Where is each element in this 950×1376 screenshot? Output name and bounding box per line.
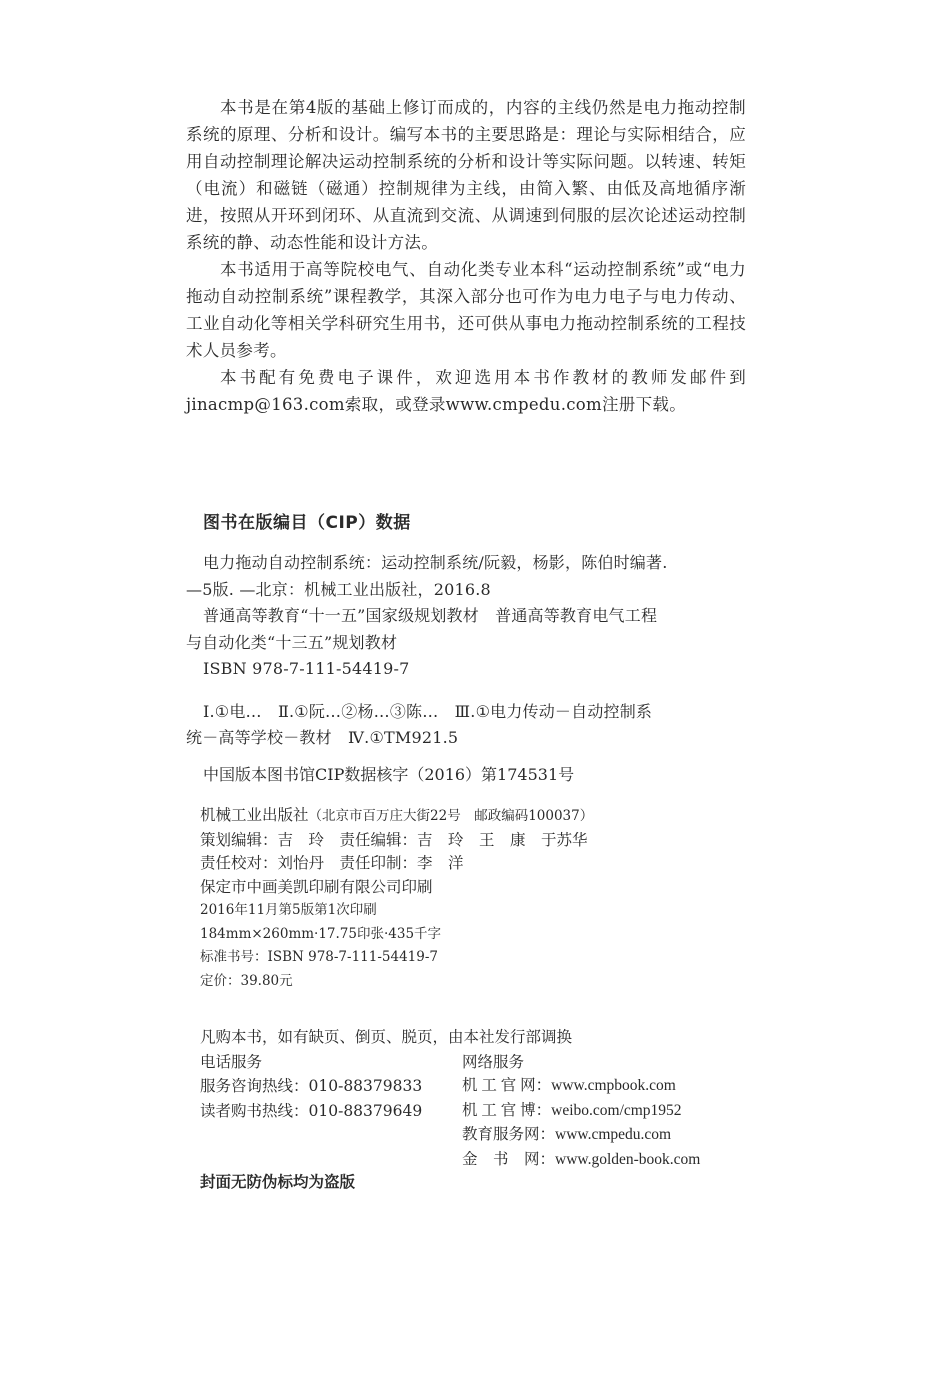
intro-paragraph-1: 本书是在第4版的基础上修订而成的，内容的主线仍然是电力拖动控制系统的原理、分析和设计。编写本书的主要思路是：理论与实际相结合，应用自动控制理论解决运动控制系统的分析和设计等实际问题。以转速、转矩（电流）和磁链（磁通）控制规律为主线，由简入繁、由低及高地循序渐进，按照从开环到闭环、从直流到交流、从调速到伺服的层次论述运动控制系统的静、动态性能和设计方法。 — [186, 98, 746, 252]
service-hotline: 服务咨询热线：010-88379833 — [200, 1077, 423, 1095]
cip-line-1: 电力拖动自动控制系统：运动控制系统/阮毅，杨影，陈伯时编著. — [203, 553, 668, 572]
intro-paragraph-2: 本书适用于高等院校电气、自动化类专业本科“运动控制系统”或“电力拖动自动控制系统”课程教学，其深入部分也可作为电力电子与电力传动、工业自动化等相关学科研究生用书，还可供从事电力拖动控制系统的工程技术人员参考。 — [186, 260, 746, 360]
network-service — [462, 1050, 700, 1173]
planning-editors: 策划编辑：吉 玲 责任编辑：吉 玲 王 康 于苏华 — [200, 830, 588, 849]
intro-paragraph-3: 本书配有免费电子课件，欢迎选用本书作教材的教师发邮件到jinacmp@163.com索取，或登录www.cmpedu.com注册下载。 — [186, 368, 746, 414]
cip-isbn: ISBN 978-7-111-54419-7 — [203, 659, 410, 678]
proofreader: 责任校对：刘怡丹 责任印制：李 洋 — [200, 854, 464, 872]
cip-line-4: 与自动化类“十三五”规划教材 — [186, 632, 398, 652]
anti-counterfeit-notice: 封面无防伪标均为盗版 — [200, 1172, 356, 1191]
cip-classification-2: 统－高等学校－教材 Ⅳ.①TM921.5 — [186, 728, 459, 747]
website-cmpedu: 教育服务网：www.cmpedu.com — [462, 1126, 672, 1143]
cip-line-2: —5版. —北京：机械工业出版社，2016.8 — [186, 579, 491, 599]
network-service-header: 网络服务 — [462, 1052, 525, 1071]
website-golden-book: 金 书 网：www.golden-book.com — [462, 1150, 701, 1168]
reader-hotline: 读者购书热线：010-88379649 — [200, 1101, 423, 1120]
standard-book-number: 标准书号：ISBN 978-7-111-54419-7 — [200, 949, 439, 965]
publisher-info — [200, 804, 720, 993]
cip-line-3: 普通高等教育“十一五”国家级规划教材 普通高等教育电气工程 — [203, 606, 658, 625]
publisher-name: 机械工业出版社 — [200, 806, 309, 824]
cip-number: 中国版本图书馆CIP数据核字（2016）第174531号 — [203, 765, 575, 784]
replacement-notice: 凡购本书，如有缺页、倒页、脱页，由本社发行部调换 — [200, 1028, 573, 1046]
price: 定价：39.80元 — [200, 972, 293, 989]
phone-service — [200, 1050, 422, 1124]
publisher-address: （北京市百万庄大街22号 邮政编码100037） — [308, 808, 594, 824]
printer: 保定市中画美凯印刷有限公司印刷 — [200, 877, 433, 896]
cip-data — [186, 550, 726, 752]
cip-title: 图书在版编目（CIP）数据 — [203, 513, 411, 533]
website-weibo: 机 工 官 博：weibo.com/cmp1952 — [462, 1101, 682, 1119]
edition-info: 2016年11月第5版第1次印刷 — [200, 902, 377, 918]
website-cmpbook: 机 工 官 网：www.cmpbook.com — [462, 1077, 676, 1094]
format-info: 184mm×260mm·17.75印张·435千字 — [200, 925, 442, 942]
cip-classification-1: Ⅰ.①电… Ⅱ.①阮…②杨…③陈… Ⅲ.①电力传动－自动控制系 — [203, 701, 653, 721]
phone-service-header: 电话服务 — [200, 1052, 263, 1071]
service-info — [200, 1025, 760, 1191]
book-introduction — [186, 94, 746, 418]
